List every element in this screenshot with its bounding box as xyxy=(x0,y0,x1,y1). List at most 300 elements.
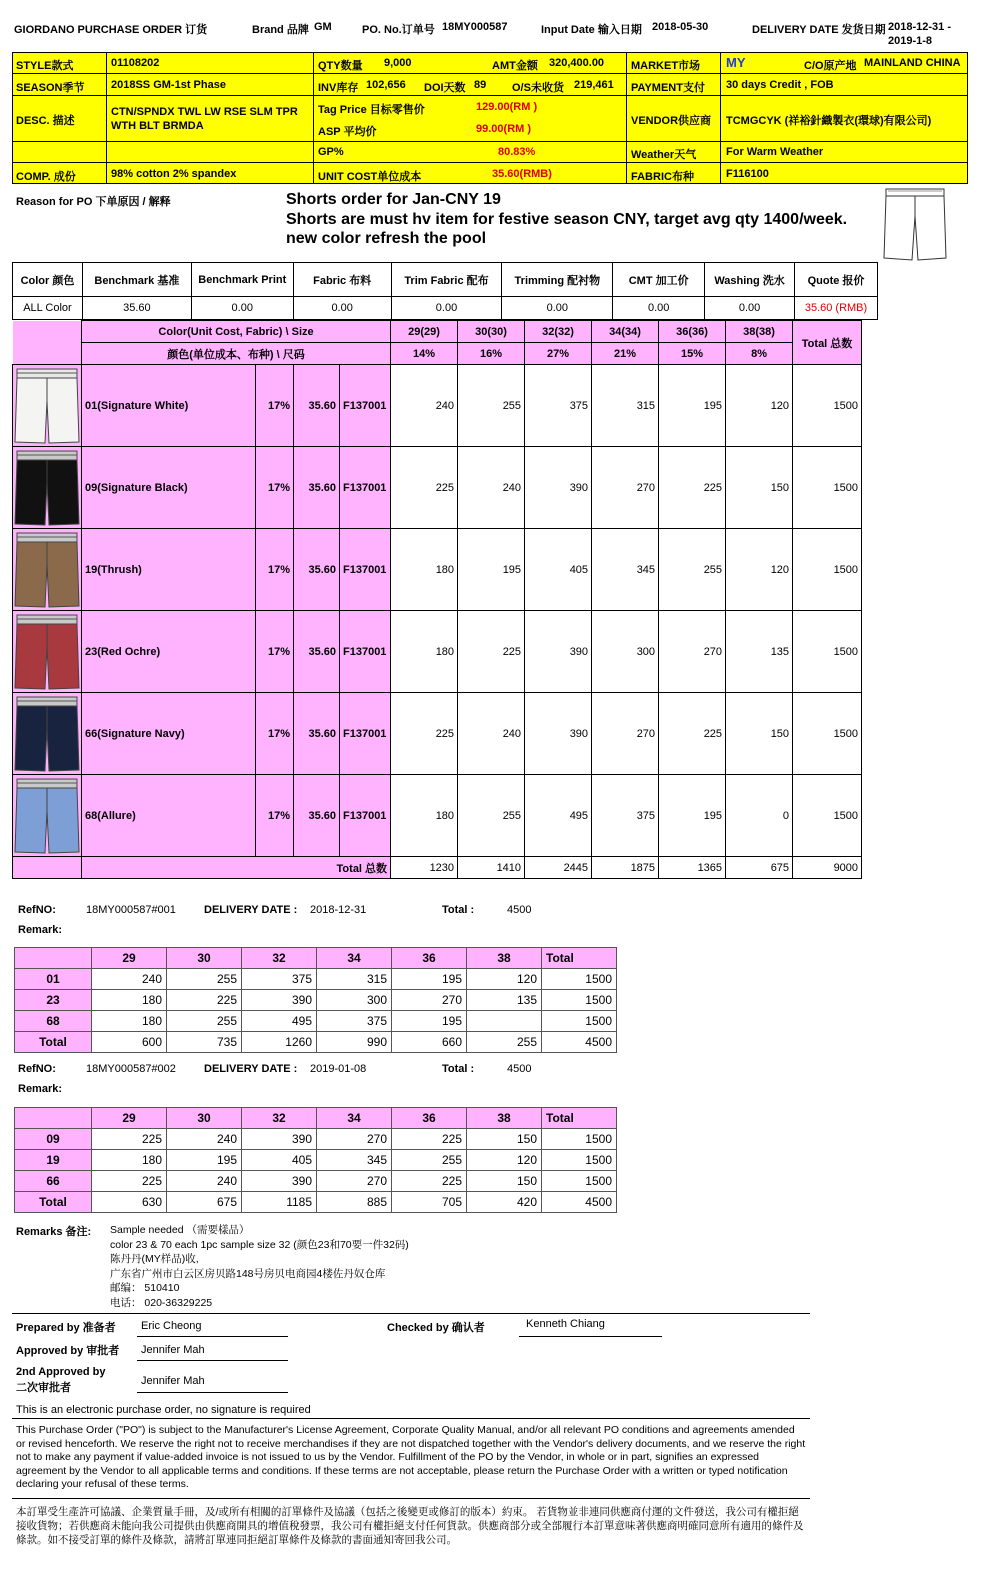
market-value: MY xyxy=(726,55,746,70)
size-ratio: 21% xyxy=(592,343,659,365)
ref-cell: 1260 xyxy=(242,1032,317,1053)
cost-table xyxy=(12,262,878,320)
comp-label: COMP. 成份 xyxy=(16,171,76,183)
size-header: 34(34) xyxy=(592,321,659,343)
cost-cell: 0.00 xyxy=(293,297,391,320)
payment-value: 30 days Credit , FOB xyxy=(726,79,834,91)
ref-row xyxy=(15,1129,617,1150)
qty-cell: 180 xyxy=(391,611,458,693)
color-cost: 35.60 xyxy=(294,447,340,529)
ref-cell: 240 xyxy=(92,969,167,990)
color-fabric: F137001 xyxy=(340,775,391,857)
remarks-line: 陈丹丹(MY样品)收, xyxy=(110,1253,199,1266)
ref2-table xyxy=(14,1107,617,1213)
matrix-total-cell: 1410 xyxy=(458,857,525,879)
qty-cell: 195 xyxy=(458,529,525,611)
ref-cell: 255 xyxy=(167,969,242,990)
ref-cell xyxy=(467,1011,542,1032)
qty-cell: 120 xyxy=(726,529,793,611)
os-label: O/S未收货 xyxy=(512,82,564,94)
ref-col-header: 30 xyxy=(167,1108,242,1129)
qty-cell: 180 xyxy=(391,529,458,611)
unit-cost-label: UNIT COST单位成本 xyxy=(318,171,422,183)
qty-cell: 270 xyxy=(592,447,659,529)
ref-cell: 660 xyxy=(392,1032,467,1053)
reason-line-2: Shorts are must hv item for festive season CNY, target avg qty 1400/week. new color refresh the pool xyxy=(286,211,848,247)
desc-value: CTN/SPNDX TWL LW RSE SLM TPR WTH BLT BRMDA xyxy=(111,106,298,132)
ref-row xyxy=(15,990,617,1011)
qty-cell: 255 xyxy=(659,529,726,611)
ref-row xyxy=(15,1192,617,1213)
ref-row-label: 66 xyxy=(15,1171,92,1192)
desc-label: DESC. 描述 xyxy=(16,115,75,127)
cost-cell: 35.60 (RMB) xyxy=(795,297,878,320)
color-row xyxy=(13,611,862,693)
ref-row xyxy=(15,1150,617,1171)
color-cost: 35.60 xyxy=(294,611,340,693)
qty-cell: 375 xyxy=(592,775,659,857)
color-cost: 35.60 xyxy=(294,365,340,447)
qty-cell: 390 xyxy=(525,447,592,529)
qty-cell: 345 xyxy=(592,529,659,611)
qty-cell: 195 xyxy=(659,775,726,857)
ref-cell: 255 xyxy=(392,1150,467,1171)
color-swatch-cell xyxy=(13,693,82,775)
size-header: 36(36) xyxy=(659,321,726,343)
matrix-total-cell: 1365 xyxy=(659,857,726,879)
ref-row-label: 09 xyxy=(15,1129,92,1150)
ref-cell: 315 xyxy=(317,969,392,990)
ref-cell: 1500 xyxy=(542,1171,617,1192)
vendor-label: VENDOR供应商 xyxy=(631,115,712,127)
ref-col-header: Total xyxy=(542,1108,617,1129)
remarks-line: color 23 & 70 each 1pc sample size 32 (颜色23和70要一件32码) xyxy=(110,1238,409,1251)
qty-cell: 0 xyxy=(726,775,793,857)
color-row xyxy=(13,447,862,529)
tag-price-value: 129.00(RM ) xyxy=(476,101,538,113)
ref-cell: 180 xyxy=(92,1011,167,1032)
remarks-line: 邮编： 510410 xyxy=(110,1282,180,1295)
fabric-label: FABRIC布种 xyxy=(631,171,694,183)
row-total: 1500 xyxy=(793,365,862,447)
reason-line-1: Shorts order for Jan-CNY 19 xyxy=(286,191,501,208)
size-ratio: 16% xyxy=(458,343,525,365)
shorts-swatch-image xyxy=(14,531,80,609)
qty-cell: 300 xyxy=(592,611,659,693)
input-date: 2018-05-30 xyxy=(652,21,709,33)
divider xyxy=(12,1313,810,1314)
matrix-total-cell: 675 xyxy=(726,857,793,879)
remarks-block xyxy=(110,1223,409,1311)
ref-cell: 345 xyxy=(317,1150,392,1171)
qty-cell: 240 xyxy=(391,365,458,447)
qty-cell: 315 xyxy=(592,365,659,447)
ref-cell: 1500 xyxy=(542,969,617,990)
size-ratio: 27% xyxy=(525,343,592,365)
terms-chinese: 本訂單受生產許可協議、企業質量手冊，及/或所有相關的訂單條件及協議（包括之後變更或修訂的版本）約束。 若貨物並非連同供應商付運的文件發送，我公司有權拒絕接收貨物；若供應商未能向我公司提供由供應商開具的增值稅發票，我公司有權拒絕支付任何貨款。供應商部分或全部履行本訂單意味著供應商明確同意所有適用的條件及條款。如不接受訂單的條件及條款，請將訂單連同拒絕訂單條件及條款的書面通知寄回我公司。 xyxy=(16,1506,804,1546)
doi-value: 89 xyxy=(474,79,487,91)
color-pct: 17% xyxy=(256,775,294,857)
ref-row xyxy=(15,1032,617,1053)
color-pct: 17% xyxy=(256,611,294,693)
ref-cell: 1500 xyxy=(542,1129,617,1150)
ref-col-header: 38 xyxy=(467,948,542,969)
season-value: 2018SS GM-1st Phase xyxy=(111,79,226,91)
ref-cell: 135 xyxy=(467,990,542,1011)
amt-label: AMT金额 xyxy=(492,60,538,72)
ref2-delivery-label: DELIVERY DATE : xyxy=(204,1063,298,1075)
gp-label: GP% xyxy=(318,146,344,158)
matrix-header-2: 颜色(单位成本、布种) \ 尺码 xyxy=(82,343,391,365)
ref-corner xyxy=(15,1108,92,1129)
remarks-line: 广东省广州市白云区房贝路148号房贝电商园4楼佐丹奴仓库 xyxy=(110,1267,386,1280)
weather-label: Weather天气 xyxy=(631,149,697,161)
qty-cell: 240 xyxy=(458,693,525,775)
ref2-refno-label: RefNO: xyxy=(18,1063,56,1075)
ref-col-header: 34 xyxy=(317,948,392,969)
size-ratio: 15% xyxy=(659,343,726,365)
shorts-swatch-image xyxy=(14,613,80,691)
size-ratio: 8% xyxy=(726,343,793,365)
ref-cell: 885 xyxy=(317,1192,392,1213)
ref-cell: 240 xyxy=(167,1171,242,1192)
qty-label: QTY数量 xyxy=(318,60,363,72)
prepared-name: Eric Cheong xyxy=(141,1320,202,1332)
ref-cell: 1185 xyxy=(242,1192,317,1213)
qty-cell: 195 xyxy=(659,365,726,447)
ref-cell: 300 xyxy=(317,990,392,1011)
cost-header: Benchmark 基准 xyxy=(82,263,191,297)
tag-price-label: Tag Price 目标零售价 xyxy=(318,104,425,116)
color-name: 23(Red Ochre) xyxy=(82,611,256,693)
color-swatch-cell xyxy=(13,365,82,447)
cost-cell: 0.00 xyxy=(502,297,613,320)
origin-label: C/O原产地 xyxy=(804,60,857,72)
ref-cell: 120 xyxy=(467,1150,542,1171)
ref-row-label: Total xyxy=(15,1032,92,1053)
cost-cell: ALL Color xyxy=(13,297,83,320)
cost-header: CMT 加工价 xyxy=(613,263,705,297)
qty-cell: 225 xyxy=(391,693,458,775)
po-label: PO. No.订单号 xyxy=(362,24,435,36)
ref1-total-label: Total : xyxy=(442,904,475,916)
ref-cell: 255 xyxy=(167,1011,242,1032)
ref-row-label: 19 xyxy=(15,1150,92,1171)
shorts-swatch-image xyxy=(14,449,80,527)
ref-cell: 195 xyxy=(167,1150,242,1171)
inv-value: 102,656 xyxy=(366,79,406,91)
color-name: 66(Signature Navy) xyxy=(82,693,256,775)
ref-cell: 420 xyxy=(467,1192,542,1213)
cost-cell: 0.00 xyxy=(705,297,795,320)
comp-value: 98% cotton 2% spandex xyxy=(111,168,237,180)
ref-cell: 1500 xyxy=(542,1011,617,1032)
matrix-grand-total: 9000 xyxy=(793,857,862,879)
ref1-refno: 18MY000587#001 xyxy=(86,904,176,916)
ref-cell: 225 xyxy=(92,1171,167,1192)
color-swatch-cell xyxy=(13,447,82,529)
size-header: 32(32) xyxy=(525,321,592,343)
matrix-total-label: Total 总数 xyxy=(82,857,391,879)
ref-col-header: Total xyxy=(542,948,617,969)
ref2-remark-label: Remark: xyxy=(18,1083,63,1095)
ref-header-row xyxy=(15,1108,617,1129)
remarks-line: Sample needed （需要樣品） xyxy=(110,1224,250,1236)
ref1-delivery-label: DELIVERY DATE : xyxy=(204,904,298,916)
color-pct: 17% xyxy=(256,529,294,611)
ref-cell: 225 xyxy=(392,1171,467,1192)
color-fabric: F137001 xyxy=(340,693,391,775)
color-swatch-cell xyxy=(13,529,82,611)
size-header: 30(30) xyxy=(458,321,525,343)
divider xyxy=(12,1498,810,1499)
ref2-refno: 18MY000587#002 xyxy=(86,1063,176,1075)
brand-value: GM xyxy=(314,21,332,33)
color-fabric: F137001 xyxy=(340,529,391,611)
ref-row xyxy=(15,969,617,990)
ref1-remark-label: Remark: xyxy=(18,924,63,936)
ref-col-header: 30 xyxy=(167,948,242,969)
ref-col-header: 36 xyxy=(392,1108,467,1129)
ref-cell: 1500 xyxy=(542,990,617,1011)
gp-value: 80.83% xyxy=(498,146,536,158)
qty-cell: 240 xyxy=(458,447,525,529)
cost-header: Trim Fabric 配布 xyxy=(391,263,502,297)
color-name: 68(Allure) xyxy=(82,775,256,857)
ref-cell: 375 xyxy=(317,1011,392,1032)
ref1-table xyxy=(14,947,617,1053)
ref-cell: 225 xyxy=(92,1129,167,1150)
ref-cell: 390 xyxy=(242,1129,317,1150)
ref-cell: 270 xyxy=(392,990,467,1011)
qty-cell: 495 xyxy=(525,775,592,857)
company-title: GIORDANO PURCHASE ORDER 订货 xyxy=(14,24,208,36)
ref2-total: 4500 xyxy=(507,1063,532,1075)
color-pct: 17% xyxy=(256,693,294,775)
asp-value: 99.00(RM ) xyxy=(476,123,532,135)
ref-cell: 225 xyxy=(167,990,242,1011)
approved2-name: Jennifer Mah xyxy=(141,1375,205,1387)
row-total: 1500 xyxy=(793,447,862,529)
color-swatch-cell xyxy=(13,611,82,693)
qty-cell: 225 xyxy=(659,693,726,775)
ref-cell: 1500 xyxy=(542,1150,617,1171)
fabric-value: F116100 xyxy=(726,168,769,180)
color-pct: 17% xyxy=(256,447,294,529)
qty-cell: 150 xyxy=(726,447,793,529)
row-total: 1500 xyxy=(793,529,862,611)
ref-cell: 600 xyxy=(92,1032,167,1053)
approved-label: Approved by 审批者 xyxy=(16,1345,120,1357)
row-total: 1500 xyxy=(793,775,862,857)
color-row xyxy=(13,775,862,857)
ref-cell: 375 xyxy=(242,969,317,990)
unit-cost-value: 35.60(RMB) xyxy=(492,168,552,180)
ref-cell: 705 xyxy=(392,1192,467,1213)
qty-cell: 225 xyxy=(458,611,525,693)
inv-label: INV库存 xyxy=(318,82,359,94)
color-row xyxy=(13,693,862,775)
cost-header: Trimming 配衬物 xyxy=(502,263,613,297)
ref-cell: 225 xyxy=(392,1129,467,1150)
ref-cell: 390 xyxy=(242,1171,317,1192)
doi-label: DOI天数 xyxy=(424,82,466,94)
ref1-delivery: 2018-12-31 xyxy=(310,904,367,916)
reason-label: Reason for PO 下单原因 / 解释 xyxy=(16,196,171,208)
qty-cell: 135 xyxy=(726,611,793,693)
ref-cell: 180 xyxy=(92,1150,167,1171)
color-cost: 35.60 xyxy=(294,529,340,611)
ref-col-header: 32 xyxy=(242,948,317,969)
brand-label: Brand 品牌 xyxy=(252,24,309,36)
color-name: 09(Signature Black) xyxy=(82,447,256,529)
cost-cell: 0.00 xyxy=(391,297,502,320)
po-number: 18MY000587 xyxy=(442,21,508,33)
color-cost: 35.60 xyxy=(294,775,340,857)
cost-header: Color 颜色 xyxy=(13,263,83,297)
prepared-label: Prepared by 准备者 xyxy=(16,1322,116,1334)
row-total: 1500 xyxy=(793,693,862,775)
color-name: 19(Thrush) xyxy=(82,529,256,611)
ref-col-header: 34 xyxy=(317,1108,392,1129)
ref-corner xyxy=(15,948,92,969)
remarks-line: 电话： 020-36329225 xyxy=(110,1296,213,1309)
product-sketch-image xyxy=(882,186,948,264)
ref-cell: 495 xyxy=(242,1011,317,1032)
shorts-swatch-image xyxy=(14,367,80,445)
matrix-total-cell: 2445 xyxy=(525,857,592,879)
os-value: 219,461 xyxy=(574,79,614,91)
ref-cell: 990 xyxy=(317,1032,392,1053)
input-date-label: Input Date 输入日期 xyxy=(541,24,642,36)
ref-col-header: 29 xyxy=(92,1108,167,1129)
size-ratio: 14% xyxy=(391,343,458,365)
ref-col-header: 36 xyxy=(392,948,467,969)
cost-header: Quote 报价 xyxy=(795,263,878,297)
ref-cell: 195 xyxy=(392,969,467,990)
ref-cell: 390 xyxy=(242,990,317,1011)
vendor-value: TCMGCYK (祥裕針織製衣(環球)有限公司) xyxy=(726,115,932,127)
qty-cell: 375 xyxy=(525,365,592,447)
ref-cell: 180 xyxy=(92,990,167,1011)
ref-col-header: 38 xyxy=(467,1108,542,1129)
color-fabric: F137001 xyxy=(340,447,391,529)
qty-cell: 390 xyxy=(525,693,592,775)
market-label: MARKET市场 xyxy=(631,60,701,72)
ref-row xyxy=(15,1171,617,1192)
ref-row-label: 68 xyxy=(15,1011,92,1032)
ref-cell: 195 xyxy=(392,1011,467,1032)
color-row xyxy=(13,365,862,447)
ref-cell: 675 xyxy=(167,1192,242,1213)
qty-cell: 405 xyxy=(525,529,592,611)
matrix-total-cell: 1875 xyxy=(592,857,659,879)
style-label: STYLE款式 xyxy=(16,60,74,72)
ref-cell: 735 xyxy=(167,1032,242,1053)
cost-header: Fabric 布料 xyxy=(293,263,391,297)
ref-cell: 4500 xyxy=(542,1032,617,1053)
qty-cell: 270 xyxy=(592,693,659,775)
cost-header: Washing 洗水 xyxy=(705,263,795,297)
divider xyxy=(12,1418,810,1419)
approved2-label-cn: 二次审批者 xyxy=(16,1382,71,1394)
color-cost: 35.60 xyxy=(294,693,340,775)
delivery-date-label: DELIVERY DATE 发货日期 xyxy=(752,24,886,36)
shorts-swatch-image xyxy=(14,777,80,855)
electronic-note: This is an electronic purchase order, no signature is required xyxy=(16,1404,311,1416)
qty-cell: 255 xyxy=(458,365,525,447)
color-pct: 17% xyxy=(256,365,294,447)
size-matrix-table xyxy=(12,320,862,879)
style-value: 01108202 xyxy=(111,57,160,69)
amt-value: 320,400.00 xyxy=(549,57,605,69)
qty-cell: 225 xyxy=(391,447,458,529)
ref2-delivery: 2019-01-08 xyxy=(310,1063,367,1075)
color-fabric: F137001 xyxy=(340,611,391,693)
asp-label: ASP 平均价 xyxy=(318,126,377,138)
cost-cell: 0.00 xyxy=(613,297,705,320)
ref-cell: 405 xyxy=(242,1150,317,1171)
ref-col-header: 32 xyxy=(242,1108,317,1129)
ref-row-label: Total xyxy=(15,1192,92,1213)
size-header: 29(29) xyxy=(391,321,458,343)
payment-label: PAYMENT支付 xyxy=(631,82,705,94)
remarks-label: Remarks 备注: xyxy=(16,1226,92,1238)
ref2-total-label: Total : xyxy=(442,1063,475,1075)
ref-cell: 240 xyxy=(167,1129,242,1150)
qty-cell: 120 xyxy=(726,365,793,447)
approved2-label-en: 2nd Approved by xyxy=(16,1366,106,1378)
origin-value: MAINLAND CHINA xyxy=(864,57,961,69)
qty-cell: 270 xyxy=(659,611,726,693)
ref-cell: 270 xyxy=(317,1129,392,1150)
ref-cell: 630 xyxy=(92,1192,167,1213)
cost-cell: 35.60 xyxy=(82,297,191,320)
matrix-header-1: Color(Unit Cost, Fabric) \ Size xyxy=(82,321,391,343)
ref-cell: 4500 xyxy=(542,1192,617,1213)
ref-cell: 150 xyxy=(467,1171,542,1192)
row-total: 1500 xyxy=(793,611,862,693)
ref-row-label: 01 xyxy=(15,969,92,990)
color-fabric: F137001 xyxy=(340,365,391,447)
qty-cell: 390 xyxy=(525,611,592,693)
qty-cell: 180 xyxy=(391,775,458,857)
approved-name: Jennifer Mah xyxy=(141,1344,205,1356)
ref-row xyxy=(15,1011,617,1032)
ref-header-row xyxy=(15,948,617,969)
qty-cell: 255 xyxy=(458,775,525,857)
cost-cell: 0.00 xyxy=(191,297,293,320)
cost-header: Benchmark Print xyxy=(191,263,293,297)
shorts-swatch-image xyxy=(14,695,80,773)
matrix-total-cell: 1230 xyxy=(391,857,458,879)
season-label: SEASON季节 xyxy=(16,82,85,94)
matrix-total-header: Total 总数 xyxy=(793,321,862,365)
ref1-refno-label: RefNO: xyxy=(18,904,56,916)
ref-cell: 120 xyxy=(467,969,542,990)
checked-name: Kenneth Chiang xyxy=(526,1318,605,1330)
ref-row-label: 23 xyxy=(15,990,92,1011)
checked-label: Checked by 确认者 xyxy=(387,1322,485,1334)
terms-english: This Purchase Order ("PO") is subject to the Manufacturer's License Agreement, Corporate Quality Manual, and/or all relevant PO conditions and agreements amended or revised henceforth. We reserve the right not to receive merchandises if they are not dispatched together with the Vendor's delivery documents, and we reserve the right not to make any payment if value-added invoice is not issued to us by the Vendor. Fulfillment of the PO by the Vendor, in whole or in part, signifies an expressed agreement by the Vendor to all applicable terms and conditions. If these terms are not acceptable, please return the Purchase Order with a written or typed notification declaring your refusal of these terms. xyxy=(16,1424,806,1491)
color-swatch-cell xyxy=(13,775,82,857)
weather-value: For Warm Weather xyxy=(726,146,824,158)
qty-cell: 150 xyxy=(726,693,793,775)
delivery-date-end: 2019-1-8 xyxy=(888,35,933,47)
delivery-date: 2018-12-31 - xyxy=(888,21,951,33)
qty-cell: 225 xyxy=(659,447,726,529)
ref-col-header: 29 xyxy=(92,948,167,969)
